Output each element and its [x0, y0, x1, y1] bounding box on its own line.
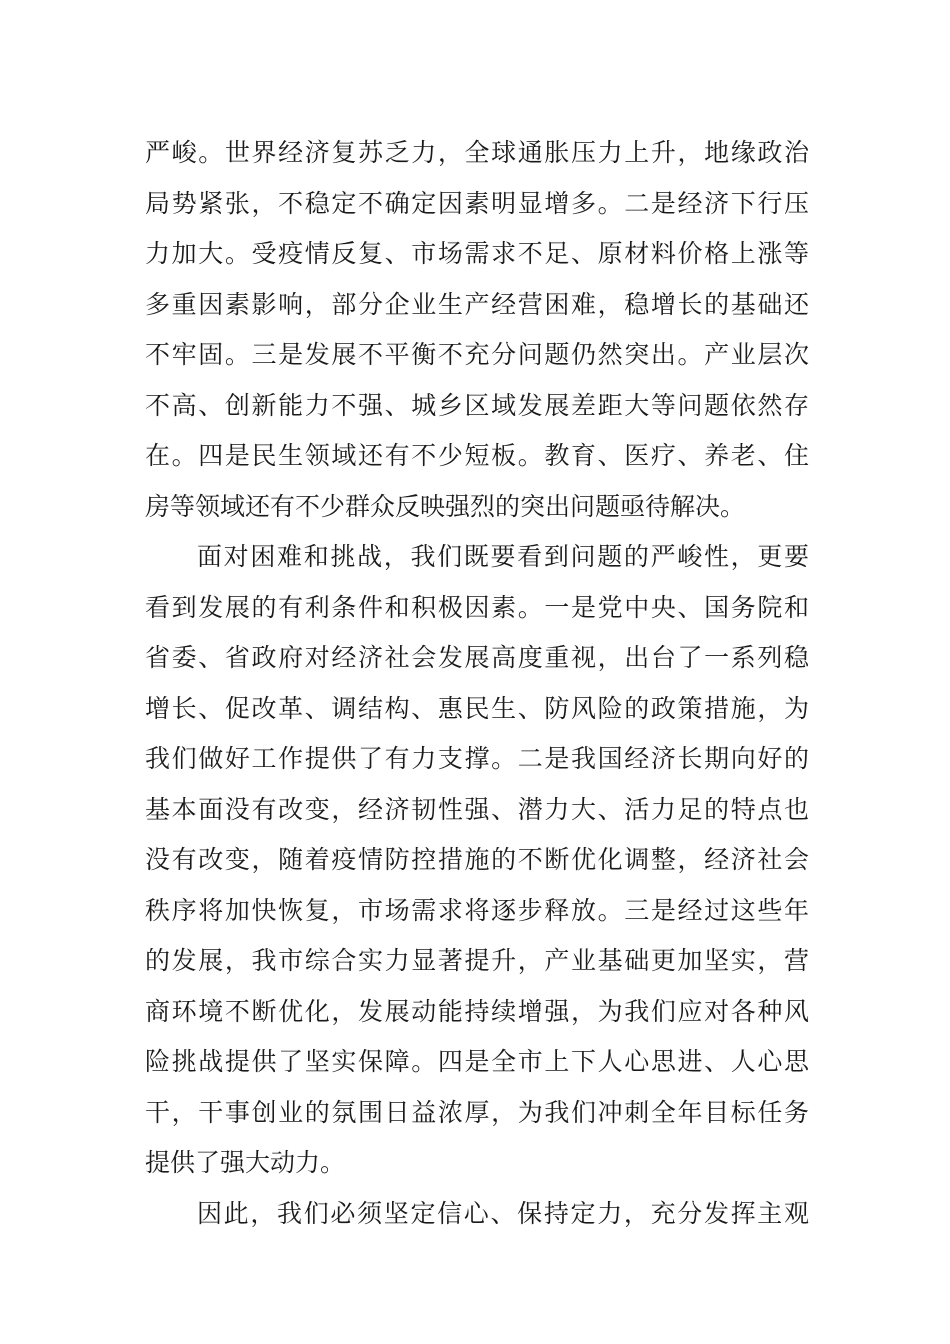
text-line: 力加大。受疫情反复、市场需求不足、原材料价格上涨等	[145, 239, 809, 268]
paragraph-2	[145, 532, 809, 1189]
text-line: 商环境不断优化，发展动能持续增强，为我们应对各种风	[145, 996, 809, 1026]
paragraph-1	[145, 128, 809, 532]
text-line: 秩序将加快恢复，市场需求将逐步释放。三是经过这些年	[145, 895, 809, 925]
text-line: 看到发展的有利条件和积极因素。一是党中央、国务院和	[145, 592, 809, 622]
text-line: 不牢固。三是发展不平衡不充分问题仍然突出。产业层次	[145, 340, 809, 369]
text-line: 房等领域还有不少群众反映强烈的突出问题亟待解决。	[145, 491, 746, 521]
text-line: 严峻。世界经济复苏乏力，全球通胀压力上升，地缘政治	[145, 138, 809, 167]
text-line: 没有改变，随着疫情防控措施的不断优化调整，经济社会	[145, 845, 809, 874]
text-line: 提供了强大动力。	[145, 1148, 346, 1177]
text-line: 局势紧张，不稳定不确定因素明显增多。二是经济下行压	[145, 188, 809, 218]
text-line: 干，干事创业的氛围日益浓厚，为我们冲刺全年目标任务	[145, 1097, 809, 1127]
text-line: 基本面没有改变，经济韧性强、潜力大、活力足的特点也	[145, 794, 809, 824]
text-line: 险挑战提供了坚实保障。四是全市上下人心思进、人心思	[145, 1047, 809, 1076]
paragraph-3	[145, 1189, 809, 1240]
text-line: 增长、促改革、调结构、惠民生、防风险的政策措施，为	[145, 693, 809, 723]
text-line: 省委、省政府对经济社会发展高度重视，出台了一系列稳	[145, 643, 809, 672]
text-line: 多重因素影响，部分企业生产经营困难，稳增长的基础还	[145, 289, 809, 319]
text-line: 面对困难和挑战，我们既要看到问题的严峻性，更要	[197, 542, 809, 571]
text-line: 在。四是民生领域还有不少短板。教育、医疗、养老、住	[145, 441, 809, 470]
document-body	[145, 128, 809, 1239]
text-line: 因此，我们必须坚定信心、保持定力，充分发挥主观	[197, 1198, 809, 1228]
text-line: 我们做好工作提供了有力支撑。二是我国经济长期向好的	[145, 744, 809, 773]
text-line: 的发展，我市综合实力显著提升，产业基础更加坚实，营	[145, 946, 809, 975]
text-line: 不高、创新能力不强、城乡区域发展差距大等问题依然存	[145, 390, 809, 420]
